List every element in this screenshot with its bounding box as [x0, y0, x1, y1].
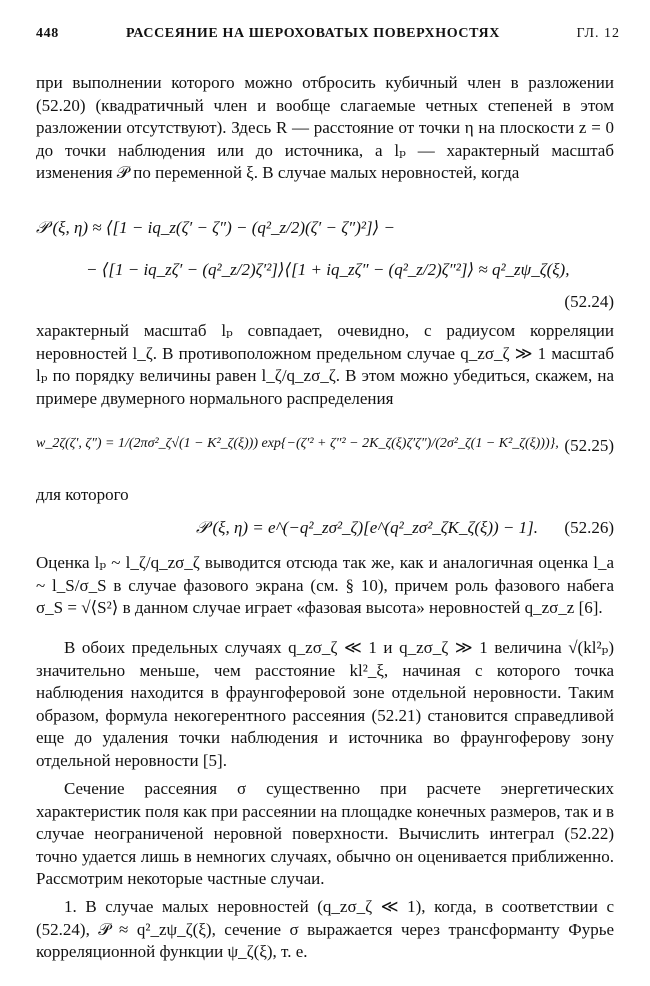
equation-number: (52.25) [564, 436, 614, 455]
equation-52-24-line-2: − ⟨[1 − iq_zζ′ − (q²_z/2)ζ′²]⟩⟨[1 + iq_zζ″ − (q²_z/2)ζ″²]⟩ ≈ q²_zψ_ζ(ξ), [86, 260, 570, 279]
equation-52-25-body: w_2ζ(ζ′, ζ″) = 1/(2πσ²_ζ√(1 − K²_ζ(ξ))) exp{−(ζ′² + ζ″² − 2K_ζ(ξ)ζ′ζ″)/(2σ²_ζ(1 − K²_ζ(ξ)))}, [36, 436, 559, 451]
equation-number: (52.26) [564, 518, 614, 537]
paragraph-cross-section: Сечение рассеяния σ существенно при расчете энергетических характеристик поля как при рассеянии на площадке конечных размеров, так и в случае неограниченой неровной поверхности. Вычислить интеграл (52.22) точно удается лишь в немногих случаях, обычно он оценивается приближенно. Рассмотрим некоторые частные случаи. [36, 779, 614, 888]
paragraph-scale: характерный масштаб lₚ совпадает, очевидно, с радиусом корреляции неровностей l_ζ. В противоположном предельном случае q_zσ_ζ ≫ 1 масштаб lₚ по порядку величины равен l_ζ/q_zσ_ζ. В этом можно убедиться, скажем, на примере двумерного нормального распределения [36, 321, 614, 408]
equation-number: (52.24) [564, 292, 614, 311]
page-number: 448 [36, 26, 59, 41]
running-title: РАССЕЯНИЕ НА ШЕРОХОВАТЫХ ПОВЕРХНОСТЯХ [126, 26, 500, 41]
paragraph-estimate: Оценка lₚ ~ l_ζ/q_zσ_ζ выводится отсюда так же, как и аналогичная оценка l_a ~ l_S/σ_S в случае фазового экрана (см. § 10), причем роль фазового набега σ_S = √⟨S²⟩ в данном случае играет «фазовая высота» неровностей q_zσ_z [6]. [36, 553, 614, 617]
equation-52-26 [36, 512, 614, 546]
paragraph-small-roughness: 1. В случае малых неровностей (q_zσ_ζ ≪ 1), когда, в соответствии с (52.24), 𝒫 ≈ q²_zψ_ζ(ξ), сечение σ выражается через трансформанту Фурье корреляционной функции ψ_ζ(ξ), т. е. [36, 897, 614, 961]
paragraph-limits: В обоих предельных случаях q_zσ_ζ ≪ 1 и q_zσ_ζ ≫ 1 величина √(kl²ₚ) значительно меньше, чем расстояние kl²_ξ, начиная с которого точка наблюдения находится в фраунгоферовой зоне отдельной неровности. Таким образом, формула некогерентного рассеяния (52.21) становится справедливой еще до удаления точки наблюдения и источника во фраунгоферову зону отдельной неровности [5]. [36, 638, 614, 770]
equation-52-24-line-1: 𝒫 (ξ, η) ≈ ⟨[1 − iq_z(ζ′ − ζ″) − (q²_z/2)(ζ′ − ζ″)²]⟩ − [36, 218, 395, 237]
paragraph-for-which: для которого [36, 485, 129, 504]
equation-52-25 [36, 426, 614, 466]
equation-52-26-body: 𝒫 (ξ, η) = e^(−q²_zσ²_ζ)[e^(q²_zσ²_ζK_ζ(ξ)) − 1]. [196, 518, 538, 537]
equation-52-24 [36, 210, 614, 310]
page-header [36, 26, 620, 48]
chapter-label: ГЛ. 12 [576, 26, 620, 41]
paragraph-intro: при выполнении которого можно отбросить кубичный член в разложении (52.20) (квадратичный член и вообще слагаемые четных степеней в этом разложении отсутствуют). Здесь R — расстояние от точки η на плоскости z = 0 до точки наблюдения или до источника, а lₚ — характерный масштаб изменения 𝒫 по переменной ξ. В случае малых неровностей, когда [36, 73, 614, 182]
